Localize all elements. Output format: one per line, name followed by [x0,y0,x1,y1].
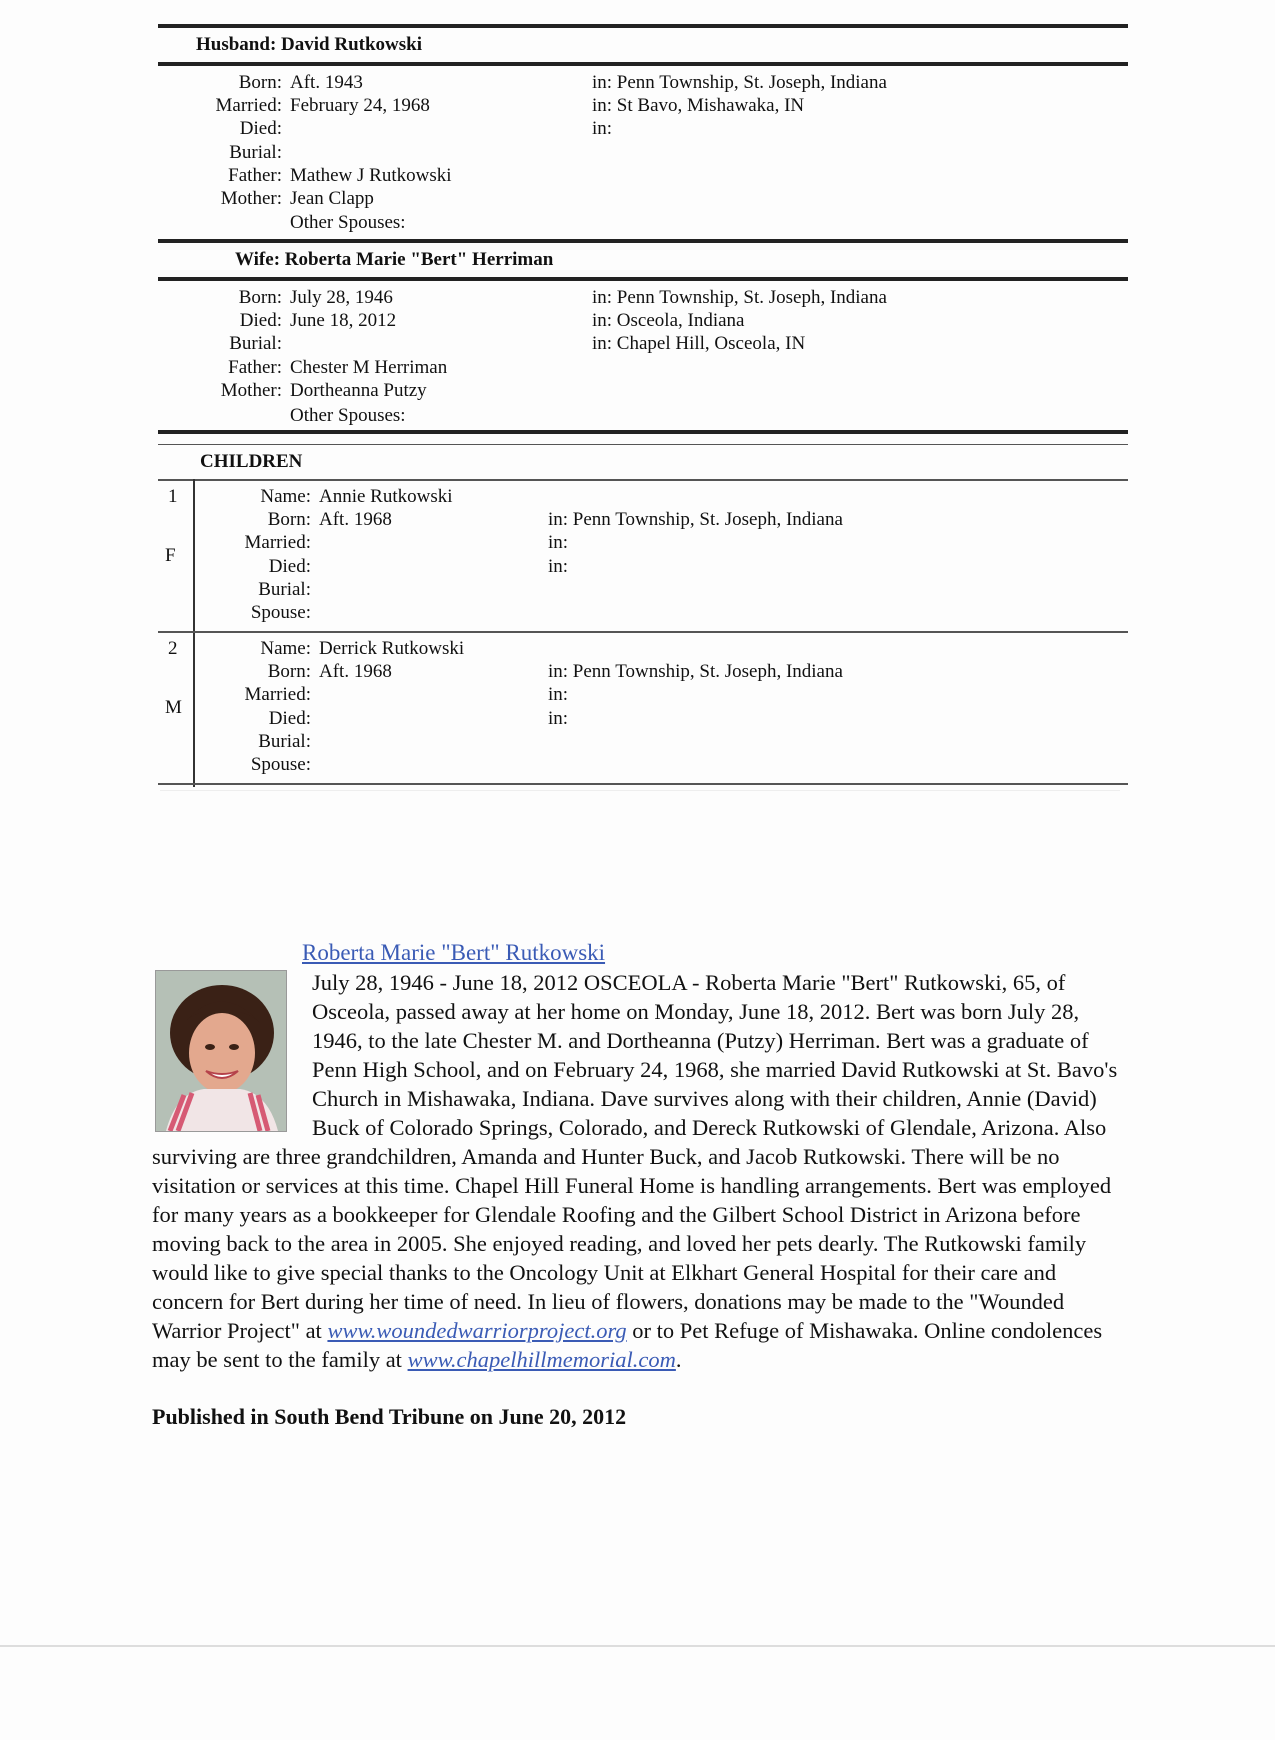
field-place: in: Penn Township, St. Joseph, Indiana [592,287,887,308]
chapel-hill-link[interactable]: www.chapelhillmemorial.com [407,1347,676,1372]
children-column-divider [193,479,195,787]
field-value: Derrick Rutkowski [319,638,465,659]
field-value: Aft. 1968 [319,661,392,683]
field-label: Burial: [229,333,282,355]
field-label: Burial: [229,141,282,163]
field-label: Married: [244,684,311,706]
field-label: Father: [228,164,282,186]
field-label: Born: [238,287,282,308]
children-bottom-rule [158,783,1128,785]
obituary-text: July 28, 1946 - June 18, 2012 OSCEOLA - Roberta Marie "Bert" Rutkowski, 65, of Osceola, passed away at her home on Monday, June 18, 2012. Bert was born July 28, 1946, to the late Chester M. and Dortheanna (Putzy) Herriman. Bert was a graduate of Penn High School, and on February 24, 1968, she married David Rutkowski at St. Bavo's Church in Mishawaka, Indiana. Dave survives along with their children, Annie (David) Buck of Colorado Springs, Colorado, and Dereck Rutkowski of Glendale, Arizona. Also surviving are three grandchildren, Amanda and Hunter Buck, and Jacob Rutkowski. There will be no visitation or services at this time. Chapel Hill Funeral Home is handling arrangements. Bert was employed for many years as a bookkeeper for Glendale Roofing and the Gilbert School District in Arizona before moving back to the area in 2005. She enjoyed reading, and loved her pets dearly. The Rutkowski family would like to give special thanks to the Oncology Unit at Elkhart General Hospital for their care and concern for Bert during her time of need. In lieu of flowers, donations may be made to the "Wounded Warrior Project" at [152,970,1118,1343]
child-separator [158,631,1128,633]
children-top-rule [158,430,1128,434]
field-value: Aft. 1968 [319,509,392,531]
field-place: in: Penn Township, St. Joseph, Indiana [548,661,843,683]
field-place: in: Penn Township, St. Joseph, Indiana [548,509,843,531]
page-bottom-edge [0,1645,1275,1647]
husband-header: Husband: David Rutkowski [196,34,422,55]
field-place: in: [548,684,569,706]
field-label: Name: [260,486,311,507]
field-label: Mother: [220,379,282,401]
wife-header: Wife: Roberta Marie "Bert" Herriman [235,249,554,270]
child-number: 1 [168,486,178,507]
wife-name: Roberta Marie "Bert" Herriman [284,249,554,270]
wife-top-rule [158,239,1128,243]
field-label: Died: [268,707,311,729]
obituary-body [152,968,1127,1374]
field-place: in: [548,707,569,729]
field-label: Spouse: [250,602,311,623]
field-label: Born: [267,661,311,683]
field-label: Burial: [258,578,311,600]
field-label: Born: [267,509,311,531]
wife-rule [158,277,1128,281]
field-value: Jean Clapp [290,188,374,209]
field-place: in: [548,532,569,554]
field-value: Mathew J Rutkowski [290,164,452,186]
field-value: July 28, 1946 [290,287,393,308]
field-label: Burial: [258,730,311,752]
field-place: in: Osceola, Indiana [592,310,745,332]
husband-name: David Rutkowski [281,34,422,55]
field-place: in: [592,118,613,140]
field-label: Born: [238,72,282,93]
field-value: February 24, 1968 [290,95,430,117]
obituary-title[interactable]: Roberta Marie "Bert" Rutkowski [302,940,606,965]
field-value: June 18, 2012 [290,310,397,332]
field-label: Father: [228,356,282,378]
photo-space [152,970,298,1136]
husband-rule [158,62,1128,66]
field-label: Spouse: [250,754,311,775]
child-number: 2 [168,638,178,659]
field-place: in: Penn Township, St. Joseph, Indiana [592,72,887,93]
field-place: in: [548,555,569,577]
field-label: Married: [244,532,311,554]
field-place: in: St Bavo, Mishawaka, IN [592,95,805,117]
field-label: Married: [215,95,282,117]
husband-other-spouses: Other Spouses: [290,212,406,233]
obituary-text-end: . [675,1347,682,1372]
field-value: Chester M Herriman [290,356,448,378]
published-note: Published in South Bend Tribune on June 20, 2012 [152,1404,627,1429]
children-double-rule [158,444,1128,445]
field-label: Died: [239,118,282,140]
field-place: in: Chapel Hill, Osceola, IN [592,333,806,355]
faint-rule [160,790,1120,791]
obituary-text-continued: or to Pet Refuge of Mishawaka. Online condolences may be sent to the family at [152,1318,1103,1372]
wife-other-spouses: Other Spouses: [290,405,406,426]
children-rule [158,479,1128,481]
field-label: Mother: [220,188,282,209]
children-title: CHILDREN [200,451,303,472]
wounded-warrior-link[interactable]: www.woundedwarriorproject.org [327,1318,627,1343]
field-label: Name: [260,638,311,659]
field-value: Aft. 1943 [290,72,363,93]
field-label: Died: [239,310,282,332]
field-label: Died: [268,555,311,577]
top-rule [158,24,1128,28]
child-sex: F [165,545,176,566]
child-sex: M [165,697,182,718]
field-value: Dortheanna Putzy [290,379,427,401]
field-value: Annie Rutkowski [319,486,453,507]
